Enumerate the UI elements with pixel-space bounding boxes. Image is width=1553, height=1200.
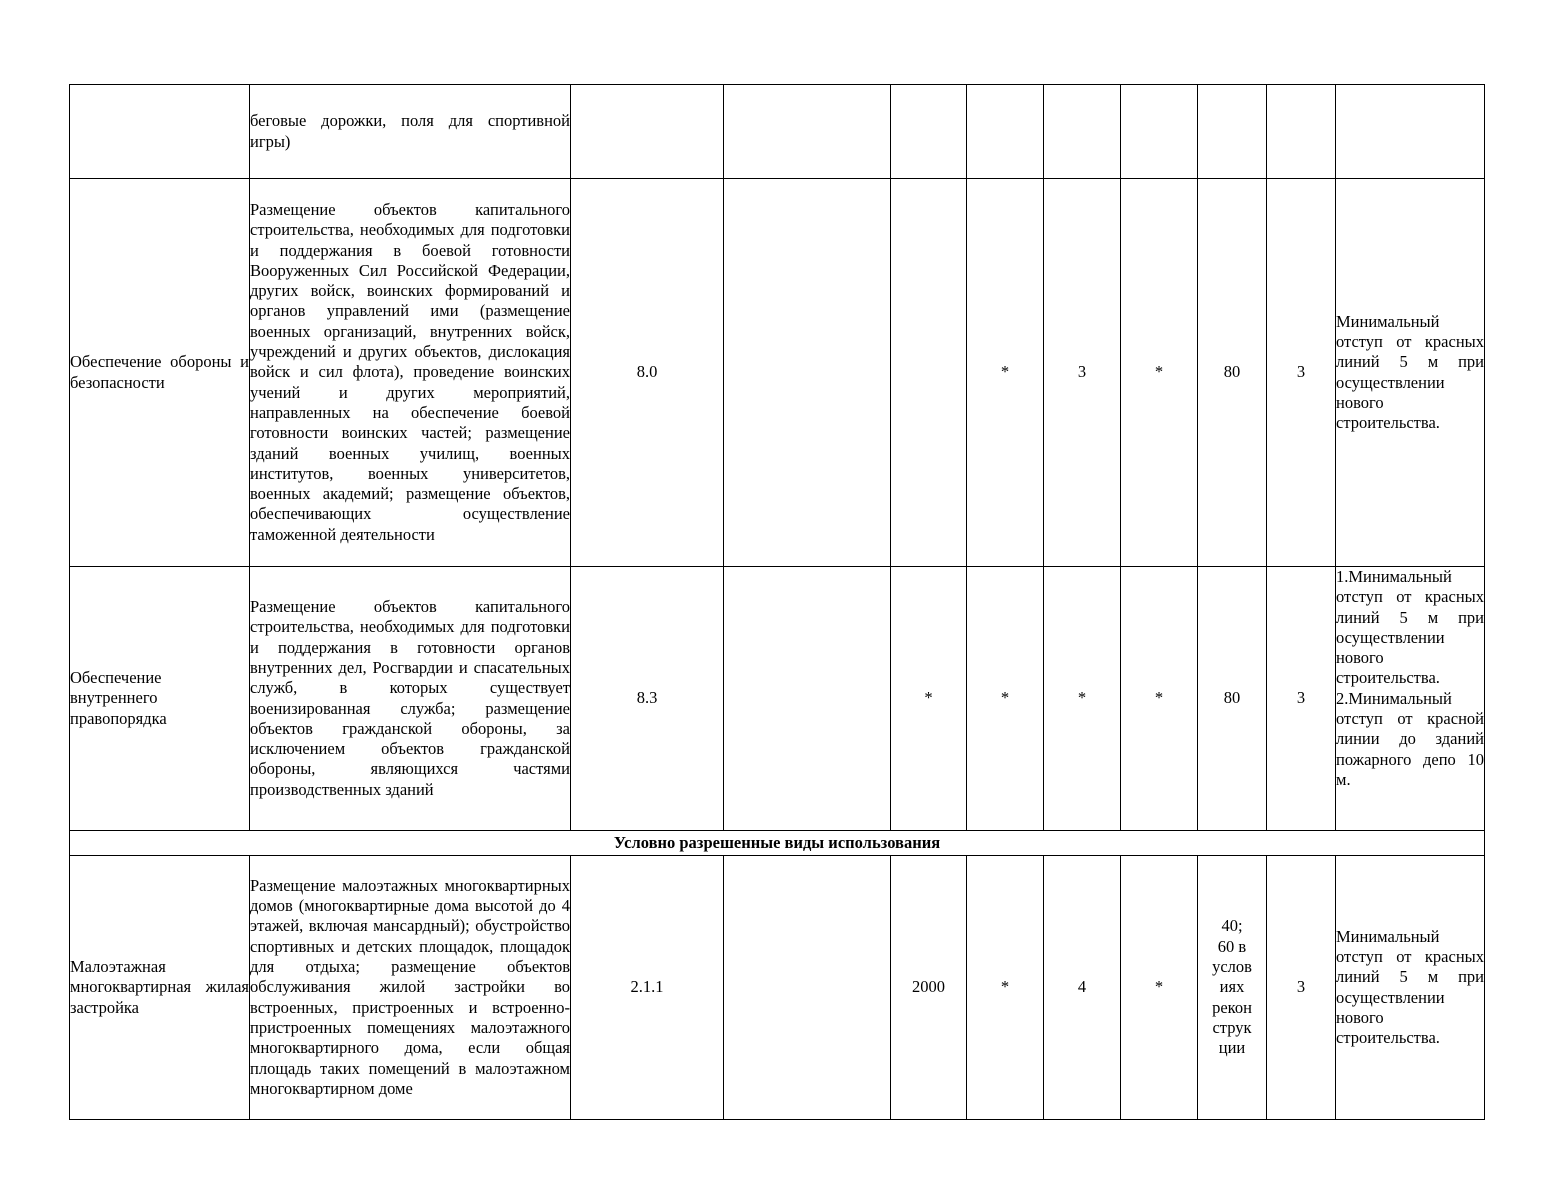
zoning-table bbox=[69, 84, 1485, 1120]
param-cell bbox=[724, 85, 891, 179]
code-cell: 2.1.1 bbox=[571, 856, 724, 1120]
table-row bbox=[70, 85, 1485, 179]
section-row bbox=[70, 831, 1485, 856]
condition-line: иях bbox=[1219, 977, 1245, 997]
param-cell: 3 bbox=[1044, 179, 1121, 567]
param-cell bbox=[891, 85, 967, 179]
code-cell: 8.0 bbox=[571, 179, 724, 567]
param-cell: * bbox=[967, 179, 1044, 567]
param-cell: * bbox=[891, 567, 967, 831]
param-cell bbox=[724, 179, 891, 567]
use-description-cell: Размещение объектов капитального строительства, необходимых для подготовки и поддержания в готовности органов внутренних дел, Росгвардии и спасательных служб, в которых существует военизированная служба; размещение объектов гражданской обороны, за исключением объектов гражданской обороны, являющихся частями производственных зданий bbox=[250, 567, 571, 831]
param-cell bbox=[1121, 85, 1198, 179]
code-cell: 8.3 bbox=[571, 567, 724, 831]
param-cell: * bbox=[1121, 567, 1198, 831]
param-cell bbox=[724, 856, 891, 1120]
param-cell: 3 bbox=[1267, 179, 1336, 567]
condition-line: струк bbox=[1212, 1017, 1252, 1037]
param-cell: 80 bbox=[1198, 567, 1267, 831]
note-cell: Минимальный отступ от красных линий 5 м при осуществлении нового строительства. bbox=[1336, 856, 1485, 1120]
param-cell: 2000 bbox=[891, 856, 967, 1120]
param-cell: * bbox=[967, 567, 1044, 831]
note-cell: 1.Минимальный отступ от красных линий 5 м при осуществлении нового строительства. 2.Минимальный отступ от красной линии до зданий пожарного депо 10 м. bbox=[1336, 567, 1485, 831]
param-cell bbox=[891, 179, 967, 567]
use-description-cell: Размещение малоэтажных многоквартирных домов (многоквартирные дома высотой до 4 этажей, включая мансардный); обустройство спортивных и детских площадок, площадок для отдыха; размещение объектов обслуживания жилой застройки во встроенных, пристроенных и встроенно-пристроенных помещениях малоэтажного многоквартирного дома, если общая площадь таких помещений в малоэтажном многоквартирном доме bbox=[250, 856, 571, 1120]
param-cell: 80 bbox=[1198, 179, 1267, 567]
section-title: Условно разрешенные виды использования bbox=[70, 831, 1485, 856]
param-cell bbox=[967, 85, 1044, 179]
param-cell: * bbox=[1044, 567, 1121, 831]
param-cell: * bbox=[1121, 856, 1198, 1120]
param-cell-conditions bbox=[1198, 856, 1267, 1120]
use-name-cell: Обеспечение внутреннего правопорядка bbox=[70, 567, 250, 831]
param-cell bbox=[1198, 85, 1267, 179]
use-name-cell: Малоэтажная многоквартирная жилая застройка bbox=[70, 856, 250, 1120]
note-cell: Минимальный отступ от красных линий 5 м при осуществлении нового строительства. bbox=[1336, 179, 1485, 567]
table-row bbox=[70, 567, 1485, 831]
param-cell: 3 bbox=[1267, 567, 1336, 831]
code-cell bbox=[571, 85, 724, 179]
condition-line: рекон bbox=[1212, 997, 1252, 1017]
param-cell bbox=[724, 567, 891, 831]
use-name-cell bbox=[70, 85, 250, 179]
use-name-cell: Обеспечение обороны и безопасности bbox=[70, 179, 250, 567]
param-cell: 3 bbox=[1267, 856, 1336, 1120]
table-row bbox=[70, 856, 1485, 1120]
param-cell: * bbox=[1121, 179, 1198, 567]
condition-line: 40; bbox=[1221, 916, 1243, 936]
param-cell bbox=[1044, 85, 1121, 179]
param-cell bbox=[1267, 85, 1336, 179]
condition-line: ции bbox=[1218, 1038, 1246, 1058]
param-cell: 4 bbox=[1044, 856, 1121, 1120]
condition-line: 60 в bbox=[1217, 936, 1247, 956]
use-description-cell: беговые дорожки, поля для спортивной игры) bbox=[250, 85, 571, 179]
param-cell: * bbox=[967, 856, 1044, 1120]
note-cell bbox=[1336, 85, 1485, 179]
condition-line: услов bbox=[1212, 957, 1252, 977]
use-description-cell: Размещение объектов капитального строительства, необходимых для подготовки и поддержания в боевой готовности Вооруженных Сил Российской Федерации, других войск, воинских формирований и органов управлений ими (размещение военных организаций, внутренних войск, учреждений и других объектов, дислокация войск и сил флота), проведение воинских учений и других мероприятий, направленных на обеспечение боевой готовности воинских частей; размещение зданий военных училищ, военных институтов, военных университетов, военных академий; размещение объектов, обеспечивающих осуществление таможенной деятельности bbox=[250, 179, 571, 567]
table-row bbox=[70, 179, 1485, 567]
